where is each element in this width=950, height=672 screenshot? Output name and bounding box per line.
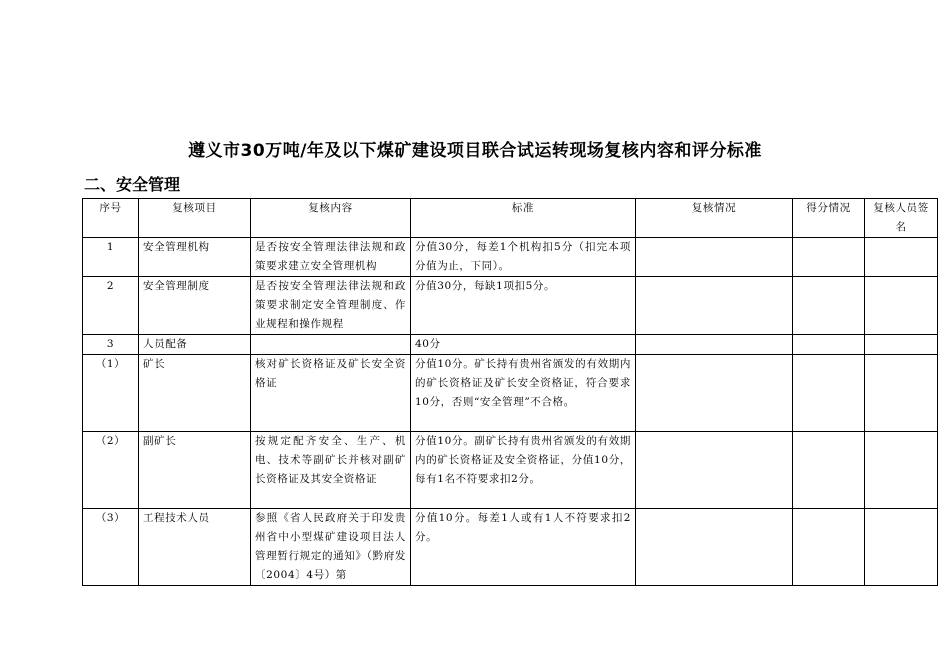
cell-no: 1 [83, 238, 139, 277]
header-no: 序号 [83, 199, 139, 238]
cell-signer[interactable] [865, 509, 938, 586]
table-row [83, 509, 938, 586]
header-situation: 复核情况 [636, 199, 793, 238]
cell-item: 安全管理制度 [139, 277, 251, 335]
cell-item: 副矿长 [139, 432, 251, 509]
cell-item: 矿长 [139, 355, 251, 432]
cell-content: 是否按安全管理法律法规和政策要求建立安全管理机构 [251, 238, 411, 277]
table-row [83, 335, 938, 355]
cell-score[interactable] [793, 335, 865, 355]
cell-standard: 分值30分，每缺1项扣5分。 [411, 277, 636, 335]
cell-item: 人员配备 [139, 335, 251, 355]
cell-situation[interactable] [636, 335, 793, 355]
cell-score[interactable] [793, 277, 865, 335]
section-heading: 二、安全管理 [84, 175, 181, 194]
page-title: 遵义市30万吨/年及以下煤矿建设项目联合试运转现场复核内容和评分标准 [188, 141, 762, 161]
cell-no: （3） [83, 509, 139, 586]
header-standard: 标准 [411, 199, 636, 238]
review-table [82, 198, 938, 586]
table-row [83, 277, 938, 335]
cell-signer[interactable] [865, 432, 938, 509]
cell-signer[interactable] [865, 355, 938, 432]
cell-standard: 分值10分。每差1人或有1人不符要求扣2分。 [411, 509, 636, 586]
table-row [83, 355, 938, 432]
cell-item: 工程技术人员 [139, 509, 251, 586]
cell-score[interactable] [793, 355, 865, 432]
table-header-row [83, 199, 938, 238]
cell-signer[interactable] [865, 238, 938, 277]
cell-standard: 分值10分。副矿长持有贵州省颁发的有效期内的矿长资格证及安全资格证，分值10分，每有1名不符要求扣2分。 [411, 432, 636, 509]
cell-no: （1） [83, 355, 139, 432]
table-row [83, 238, 938, 277]
header-signer: 复核人员签名 [865, 199, 938, 238]
cell-situation[interactable] [636, 355, 793, 432]
cell-no: （2） [83, 432, 139, 509]
cell-no: 2 [83, 277, 139, 335]
cell-no: 3 [83, 335, 139, 355]
cell-standard: 分值10分。矿长持有贵州省颁发的有效期内的矿长资格证及矿长安全资格证，符合要求10分，否则“安全管理”不合格。 [411, 355, 636, 432]
cell-situation[interactable] [636, 238, 793, 277]
cell-score[interactable] [793, 509, 865, 586]
cell-content: 是否按安全管理法律法规和政策要求制定安全管理制度、作业规程和操作规程 [251, 277, 411, 335]
cell-situation[interactable] [636, 277, 793, 335]
header-score: 得分情况 [793, 199, 865, 238]
cell-content: 按规定配齐安全、生产、机电、技术等副矿长并核对副矿长资格证及其安全资格证 [251, 432, 411, 509]
cell-signer[interactable] [865, 335, 938, 355]
cell-score[interactable] [793, 432, 865, 509]
cell-content: 参照《省人民政府关于印发贵州省中小型煤矿建设项目法人管理暂行规定的通知》（黔府发〔2004〕4号）第 [251, 509, 411, 586]
cell-situation[interactable] [636, 432, 793, 509]
cell-content: 核对矿长资格证及矿长安全资格证 [251, 355, 411, 432]
cell-content [251, 335, 411, 355]
header-item: 复核项目 [139, 199, 251, 238]
table-row [83, 432, 938, 509]
cell-score[interactable] [793, 238, 865, 277]
cell-situation[interactable] [636, 509, 793, 586]
cell-item: 安全管理机构 [139, 238, 251, 277]
cell-signer[interactable] [865, 277, 938, 335]
cell-standard: 分值30分，每差1个机构扣5分（扣完本项分值为止，下同）。 [411, 238, 636, 277]
header-content: 复核内容 [251, 199, 411, 238]
cell-standard: 40分 [411, 335, 636, 355]
